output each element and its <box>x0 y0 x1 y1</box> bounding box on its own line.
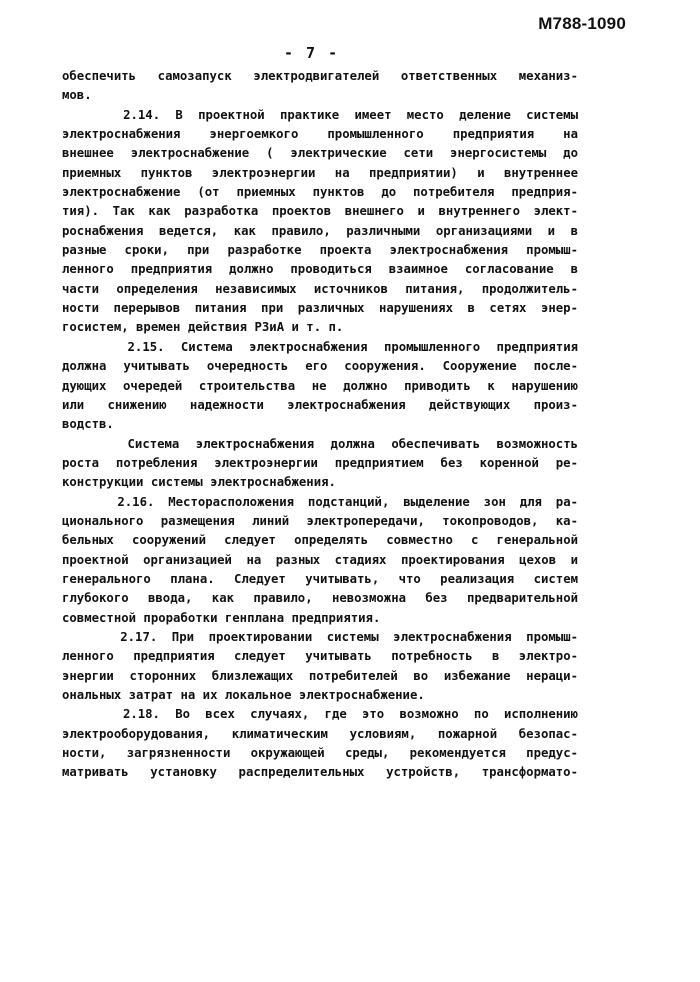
text-line: ленного предприятия должно проводиться взаимное согласование в <box>62 262 578 277</box>
text-line: электроснабжение (от приемных пунктов до потребителя предприя- <box>62 185 578 200</box>
text-line: конструкции системы электроснабжения. <box>62 475 336 490</box>
document-code: М788-1090 <box>538 14 626 33</box>
text-line: ционального размещения линий электропередачи, токопроводов, ка- <box>62 513 578 528</box>
text-line: ленного предприятия следует учитывать потребность в электро- <box>62 649 578 664</box>
text-line: части определения независимых источников питания, продолжитель- <box>62 281 578 296</box>
text-line: генерального плана. Следует учитывать, что реализация систем <box>62 571 578 586</box>
text-line: Система электроснабжения должна обеспечивать возможность <box>62 436 578 451</box>
text-line: мов. <box>62 88 92 103</box>
text-line: роста потребления электроэнергии предприятием без коренной ре- <box>62 455 578 470</box>
text-line: проектной организацией на разных стадиях проектирования цехов и <box>62 552 578 567</box>
text-line: ональных затрат на их локальное электроснабжение. <box>62 688 425 702</box>
text-line: энергии сторонних близлежащих потребителей во избежание нераци- <box>62 668 578 683</box>
text-line: госистем, времен действия РЗиА и т. п. <box>62 320 344 335</box>
text-line: роснабжения ведется, как правило, различными организациями и в <box>62 223 578 238</box>
document-body <box>62 67 578 783</box>
text-line: водств. <box>62 417 114 432</box>
text-line: бельных сооружений следует определять совместно с генеральной <box>62 533 578 548</box>
text-line: разные сроки, при разработке проекта электроснабжения промыш- <box>62 243 578 258</box>
text-line: или снижению надежности электроснабжения действующих произ- <box>62 397 578 412</box>
text-line: электрооборудования, климатическим условиям, пожарной безопас- <box>62 726 578 741</box>
text-line: глубокого ввода, как правило, невозможна без предварительной <box>62 591 578 606</box>
text-line: дующих очередей строительства не должно приводить к нарушению <box>62 378 578 393</box>
text-line: должна учитывать очередность его сооружения. Сооружение после- <box>62 359 578 374</box>
text-line: 2.18. Во всех случаях, где это возможно по исполнению <box>62 707 578 722</box>
text-line: тия). Так как разработка проектов внешнего и внутреннего элект- <box>62 204 578 219</box>
text-line: 2.15. Система электроснабжения промышленного предприятия <box>62 339 578 354</box>
text-line: совместной проработки генплана предприятия. <box>62 610 381 625</box>
text-line: 2.17. При проектировании системы электроснабжения промыш- <box>62 629 578 644</box>
page-number: - 7 - <box>284 44 340 62</box>
text-line: матривать установку распределительных устройств, трансформато- <box>62 765 578 780</box>
text-line: электроснабжения энергоемкого промышленного предприятия на <box>62 127 578 142</box>
text-line: приемных пунктов электроэнергии на предприятии) и внутреннее <box>62 165 578 180</box>
text-line: внешнее электроснабжение ( электрические сети энергосистемы до <box>62 146 578 161</box>
text-line: 2.16. Месторасположения подстанций, выделение зон для ра- <box>62 494 578 509</box>
text-line: обеспечить самозапуск электродвигателей ответственных механиз- <box>62 69 578 83</box>
text-line: ности, загрязненности окружающей среды, рекомендуется предус- <box>62 746 578 761</box>
text-line: 2.14. В проектной практике имеет место деление системы <box>62 107 578 122</box>
text-line: ности перерывов питания при различных нарушениях в сетях энер- <box>62 301 578 316</box>
